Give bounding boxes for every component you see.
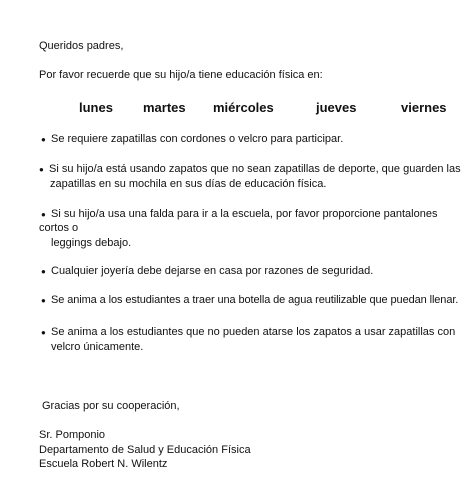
bullet-dot: ● [41,135,46,144]
signature-name: Sr. Pomponio [39,429,106,441]
list-item-text: cortos o [39,222,79,234]
day-friday: viernes [401,100,447,115]
signature-school: Escuela Robert N. Wilentz [39,458,168,470]
list-item-text: Si su hijo/a usa una falda para ir a la escuela, por favor proporcione pantalones [51,208,438,220]
list-item-text: Se anima a los estudiantes que no pueden atarse los zapatos a usar zapatillas con [51,326,456,338]
bullet-dot: ● [41,267,46,276]
closing: Gracias por su cooperación, [42,400,180,412]
day-tuesday: martes [143,100,186,115]
list-item-text: Si su hijo/a está usando zapatos que no sean zapatillas de deporte, que guarden las [49,163,461,175]
bullet-dot: ● [41,210,46,219]
bullet-dot: ● [41,296,46,305]
list-item-text: Cualquier joyería debe dejarse en casa por razones de seguridad. [51,265,374,277]
list-item-text: Se anima a los estudiantes a traer una botella de agua reutilizable que puedan llenar. [51,294,459,306]
signature-department: Departamento de Salud y Educación Física [39,444,251,456]
list-item-text: velcro únicamente. [51,341,144,353]
list-item-text: Se requiere zapatillas con cordones o velcro para participar. [51,133,344,145]
bullet-dot: ● [39,165,44,174]
day-wednesday: miércoles [213,100,274,115]
greeting: Queridos padres, [39,40,124,52]
list-item-text: leggings debajo. [51,237,132,249]
bullet-dot: ● [41,328,46,337]
list-item-text: zapatillas en su mochila en sus días de educación física. [50,178,327,190]
day-thursday: jueves [316,100,357,115]
day-monday: lunes [79,100,113,115]
intro-text: Por favor recuerde que su hijo/a tiene educación física en: [39,69,323,81]
